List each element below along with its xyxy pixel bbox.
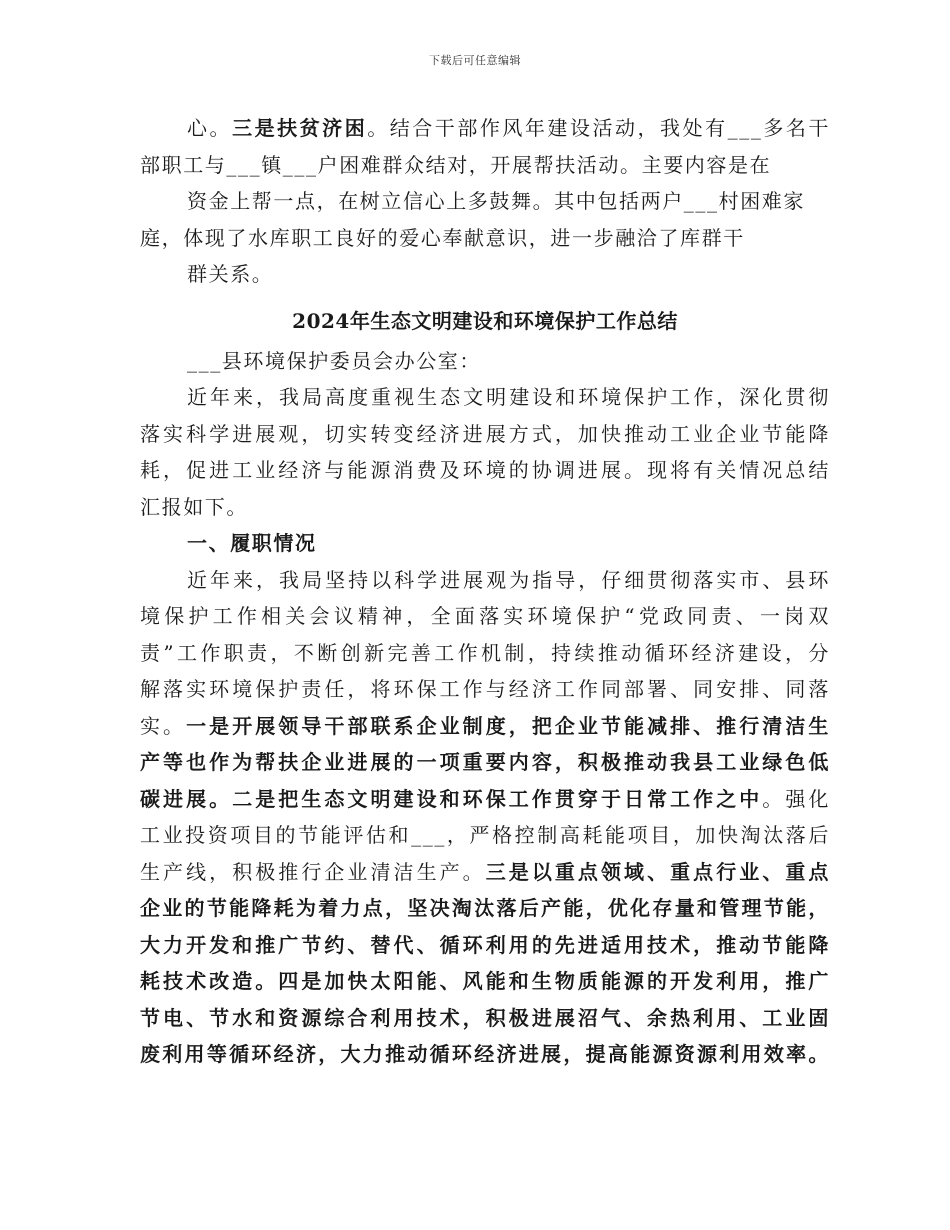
section-heading xyxy=(140,525,830,562)
bold-run: 节电、节水和资源综合利用技术，积极进展沼气、余热利用、工业固 xyxy=(140,1005,830,1030)
text-line xyxy=(140,744,830,781)
text-line xyxy=(140,927,830,964)
bold-run: 三是以重点领域、重点行业、重点 xyxy=(485,859,831,884)
text-line: 近年来，我局高度重视生态文明建设和环境保护工作，深化贯彻 xyxy=(187,385,830,409)
text-line: 落实科学进展观，切实转变经济进展方式，加快推动工业企业节能降 xyxy=(140,421,830,446)
section-heading-text: 一、履职情况 xyxy=(187,531,317,555)
bold-run: 三是扶贫济困 xyxy=(232,116,368,140)
text-line xyxy=(140,1036,830,1073)
text-line xyxy=(140,890,830,927)
text-line: 群关系。 xyxy=(187,262,274,286)
text-line: 近年来，我局坚持以科学进展观为指导，仔细贯彻落实市、县环 xyxy=(187,567,830,592)
text-line xyxy=(140,1000,830,1037)
text-line xyxy=(140,854,830,891)
addressee: ___县环境保护委员会办公室： xyxy=(187,348,481,373)
text-line xyxy=(140,781,830,818)
text-line: 境保护工作相关会议精神，全面落实环境保护“党政同责、一岗双 xyxy=(140,604,830,628)
document-title: 2024年生态文明建设和环境保护工作总结 xyxy=(292,308,678,333)
text-line: 耗，促进工业经济与能源消费及环境的协调进展。现将有关情况总结 xyxy=(140,458,830,482)
text-line: 责”工作职责，不断创新完善工作机制，持续推动循环经济建设，分 xyxy=(140,640,830,665)
page-header: 下载后可任意编辑 xyxy=(429,54,521,67)
text-run: 心。 xyxy=(187,116,233,140)
text-line xyxy=(140,963,830,1000)
text-line: 资金上帮一点，在树立信心上多鼓舞。其中包括两户___村困难家 xyxy=(187,189,805,213)
text-run: 。结合干部作风年建设活动，我处有___多名干 xyxy=(367,116,830,140)
document-body xyxy=(140,110,830,1073)
bold-run: 企业的节能降耗为着力点，坚决淘汰落后产能，优化存量和管理节能， xyxy=(140,896,830,920)
text-run: 。强化 xyxy=(762,786,830,811)
text-run: 生产线，积极推行企业清洁生产。 xyxy=(140,859,486,884)
bold-run: 一是开展领导干部联系企业制度，把企业节能减排、推行清洁生 xyxy=(186,713,830,738)
bold-run: 耗技术改造。四是加快太阳能、风能和生物质能源的开发利用，推广 xyxy=(140,969,830,993)
text-line: 工业投资项目的节能评估和___，严格控制高耗能项目，加快淘汰落后 xyxy=(140,823,830,847)
text-run: 实。 xyxy=(140,713,187,738)
text-line: 庭，体现了水库职工良好的爱心奉献意识，进一步融洽了库群干 xyxy=(140,225,745,250)
bold-run: 碳进展。二是把生态文明建设和环保工作贯穿于日常工作之中 xyxy=(140,786,763,811)
bold-run: 产等也作为帮扶企业进展的一项重要内容，积极推动我县工业绿色低 xyxy=(140,750,830,774)
text-line xyxy=(140,708,830,745)
text-line xyxy=(140,110,830,147)
text-line: 解落实环境保护责任，将环保工作与经济工作同部署、同安排、同落 xyxy=(140,677,830,701)
text-line: 部职工与___镇___户困难群众结对，开展帮扶活动。主要内容是在 xyxy=(140,152,772,177)
text-line: 汇报如下。 xyxy=(140,494,248,519)
bold-run: 大力开发和推广节约、替代、循环利用的先进适用技术，推动节能降 xyxy=(140,932,830,957)
bold-run: 废利用等循环经济，大力推动循环经济进展，提高能源资源利用效率。 xyxy=(140,1042,830,1066)
